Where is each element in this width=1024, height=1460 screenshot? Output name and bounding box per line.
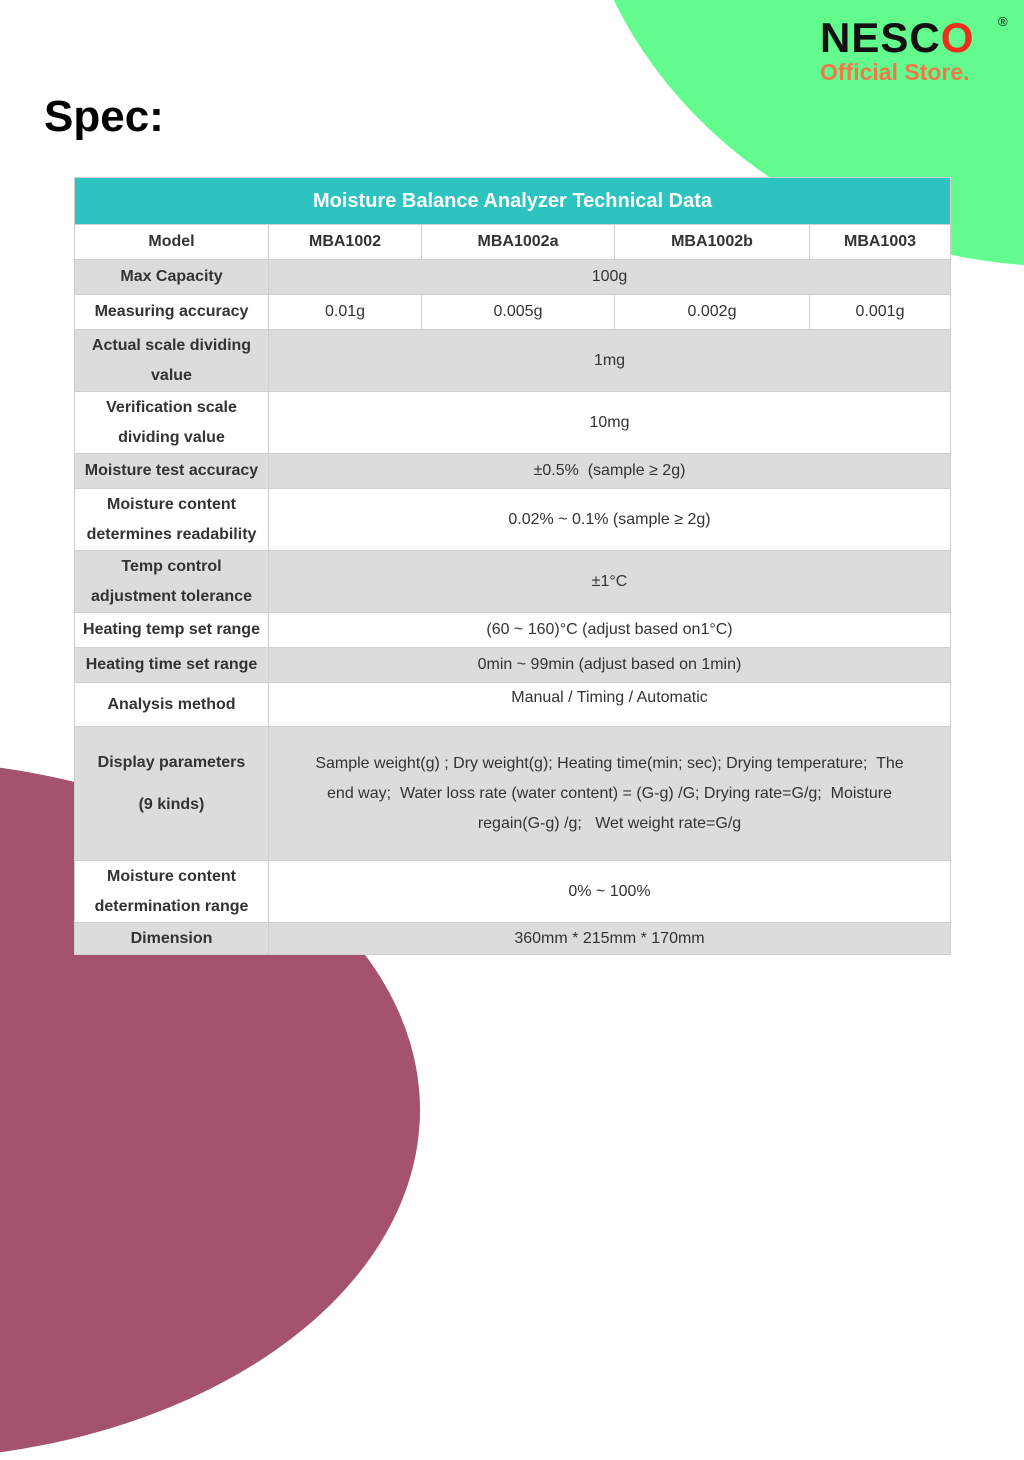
brand-name-suffix: O — [940, 14, 975, 61]
table-title-row — [75, 178, 951, 225]
table-row-verification-scale — [75, 392, 951, 454]
row-label — [75, 330, 269, 392]
row-value: (60 ~ 160)°C (adjust based on1°C) — [269, 613, 951, 648]
model-cell: MBA1002 — [269, 225, 422, 260]
brand-tagline: Official Store. — [820, 59, 970, 85]
model-cell: MBA1002a — [422, 225, 615, 260]
accuracy-cell: 0.002g — [615, 295, 810, 330]
brand-logo — [818, 12, 1018, 92]
row-value: 0min ~ 99min (adjust based on 1min) — [269, 648, 951, 683]
row-label-line: value — [151, 366, 192, 384]
row-label — [75, 489, 269, 551]
row-value: Manual / Timing / Automatic — [269, 683, 951, 727]
row-value-line: Sample weight(g) ; Dry weight(g); Heating time(min; sec); Drying temperature; The — [315, 754, 904, 772]
row-label: Dimension — [75, 923, 269, 955]
row-value: 0% ~ 100% — [269, 861, 951, 923]
row-label: Analysis method — [75, 683, 269, 727]
row-label-line: Verification scale — [106, 398, 237, 416]
row-label-model: Model — [75, 225, 269, 260]
row-label: Heating temp set range — [75, 613, 269, 648]
table-row-determination-range — [75, 861, 951, 923]
table-row-measuring-accuracy — [75, 295, 951, 330]
row-label-line: dividing value — [118, 428, 225, 446]
row-value-line: end way; Water loss rate (water content) = (G-g) /G; Drying rate=G/g; Moisture — [327, 784, 892, 802]
accuracy-cell: 0.005g — [422, 295, 615, 330]
table-row-moisture-test-accuracy — [75, 454, 951, 489]
row-label — [75, 727, 269, 861]
table-row-readability — [75, 489, 951, 551]
row-value-line: regain(G-g) /g; Wet weight rate=G/g — [477, 814, 742, 832]
row-label-line: Moisture content — [107, 867, 236, 885]
row-label-line: (9 kinds) — [138, 795, 205, 813]
model-cell: MBA1002b — [615, 225, 810, 260]
row-label — [75, 392, 269, 454]
row-label — [75, 861, 269, 923]
row-value: ±1°C — [269, 551, 951, 613]
row-value: 1mg — [269, 330, 951, 392]
row-label: Measuring accuracy — [75, 295, 269, 330]
accuracy-cell: 0.01g — [269, 295, 422, 330]
spec-table — [74, 177, 951, 955]
row-label-line: Moisture content — [107, 495, 236, 513]
row-label-line: determination range — [94, 897, 249, 915]
accuracy-cell: 0.001g — [810, 295, 951, 330]
row-label: Heating time set range — [75, 648, 269, 683]
model-cell: MBA1003 — [810, 225, 951, 260]
spec-table-wrapper — [74, 177, 950, 955]
row-label: Moisture test accuracy — [75, 454, 269, 489]
registered-mark: ® — [998, 14, 1008, 29]
row-label-line: determines readability — [86, 525, 257, 543]
row-label — [75, 551, 269, 613]
row-value: 0.02% ~ 0.1% (sample ≥ 2g) — [269, 489, 951, 551]
row-label-line: Actual scale dividing — [91, 336, 252, 354]
table-row-model — [75, 225, 951, 260]
row-label: Max Capacity — [75, 260, 269, 295]
row-label-line: adjustment tolerance — [91, 587, 252, 605]
brand-name — [820, 12, 974, 64]
row-label-line: Display parameters — [97, 753, 246, 771]
table-row-display-parameters — [75, 727, 951, 861]
row-value: 100g — [269, 260, 951, 295]
brand-name-prefix: NESC — [820, 14, 941, 61]
row-value: 10mg — [269, 392, 951, 454]
table-row-dimension — [75, 923, 951, 955]
row-label-line: Temp control — [121, 557, 222, 575]
table-row-temp-tolerance — [75, 551, 951, 613]
page-title: Spec: — [44, 92, 164, 141]
table-row-heating-temp — [75, 613, 951, 648]
row-value: 360mm * 215mm * 170mm — [269, 923, 951, 955]
table-row-actual-scale — [75, 330, 951, 392]
table-row-analysis-method — [75, 683, 951, 727]
row-value — [269, 727, 951, 861]
row-value: ±0.5% (sample ≥ 2g) — [269, 454, 951, 489]
table-row-max-capacity — [75, 260, 951, 295]
table-row-heating-time — [75, 648, 951, 683]
table-title: Moisture Balance Analyzer Technical Data — [75, 178, 951, 225]
